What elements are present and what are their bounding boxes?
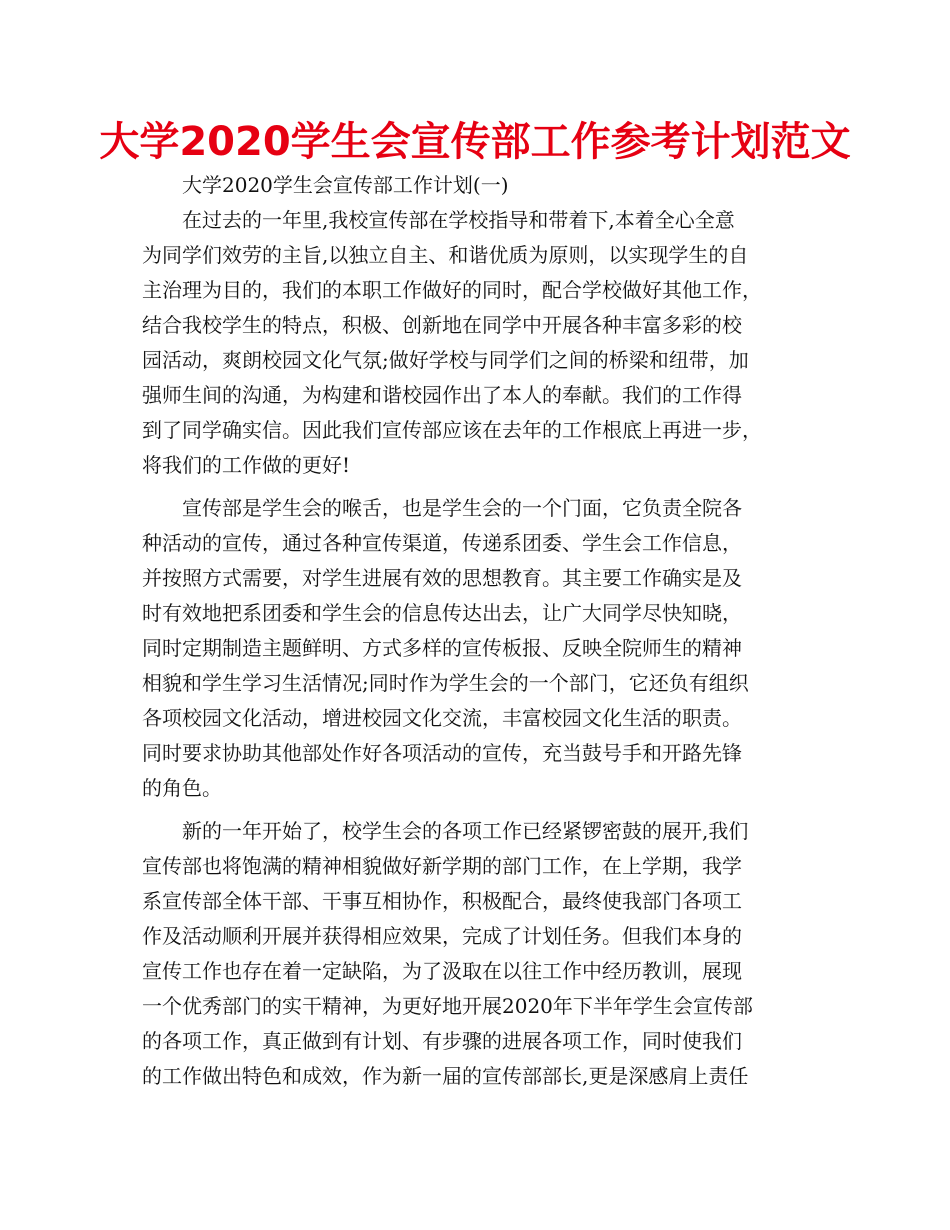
paragraph-gap bbox=[142, 483, 827, 491]
paragraph-line: 园活动，爽朗校园文化气氛;做好学校与同学们之间的桥梁和纽带，加 bbox=[142, 348, 749, 372]
paragraph-line: 作及活动顺利开展并获得相应效果，完成了计划任务。但我们本身的 bbox=[142, 924, 742, 948]
paragraph-line: 同时定期制造主题鲜明、方式多样的宣传板报、反映全院师生的精神 bbox=[142, 636, 742, 660]
paragraph-line: 主治理为目的，我们的本职工作做好的同时，配合学校做好其他工作， bbox=[142, 278, 762, 302]
paragraph-line: 一个优秀部门的实干精神，为更好地开展2020年下半年学生会宣传部 bbox=[142, 994, 753, 1018]
paragraph-gap bbox=[142, 806, 827, 814]
paragraph-line: 的角色。 bbox=[142, 776, 222, 800]
paragraph-line: 并按照方式需要，对学生进展有效的思想教育。其主要工作确实是及 bbox=[142, 566, 742, 590]
paragraph-line: 到了同学确实信。因此我们宣传部应该在去年的工作根底上再进一步， bbox=[142, 418, 762, 442]
paragraph-line: 的各项工作，真正做到有计划、有步骤的进展各项工作，同时使我们 bbox=[142, 1029, 742, 1053]
paragraph-line: 时有效地把系团委和学生会的信息传达出去，让广大同学尽快知晓， bbox=[142, 601, 742, 625]
paragraph-line: 系宣传部全体干部、干事互相协作，积极配合，最终使我部门各项工 bbox=[142, 889, 742, 913]
paragraph-line: 的工作做出特色和成效，作为新一届的宣传部部长,更是深感肩上责任 bbox=[142, 1064, 749, 1088]
paragraph-line: 宣传部是学生会的喉舌，也是学生会的一个门面，它负责全院各 bbox=[182, 496, 742, 520]
document-subtitle: 大学2020学生会宣传部工作计划(一) bbox=[182, 173, 509, 197]
paragraph-line: 为同学们效劳的主旨,以独立自主、和谐优质为原则，以实现学生的自 bbox=[142, 243, 749, 267]
paragraph-1 bbox=[142, 203, 827, 483]
document-title: 大学2020学生会宣传部工作参考计划范文 bbox=[99, 119, 851, 165]
paragraph-line: 宣传部也将饱满的精神相貌做好新学期的部门工作，在上学期，我学 bbox=[142, 854, 742, 878]
paragraph-line: 各项校园文化活动，增进校园文化交流，丰富校园文化生活的职责。 bbox=[142, 706, 742, 730]
document-body bbox=[142, 168, 827, 1094]
paragraph-line: 相貌和学生学习生活情况;同时作为学生会的一个部门，它还负有组织 bbox=[142, 671, 749, 695]
paragraph-line: 宣传工作也存在着一定缺陷，为了汲取在以往工作中经历教训，展现 bbox=[142, 959, 742, 983]
paragraph-2 bbox=[142, 491, 827, 806]
paragraph-line: 强师生间的沟通，为构建和谐校园作出了本人的奉献。我们的工作得 bbox=[142, 383, 742, 407]
paragraph-line: 在过去的一年里,我校宣传部在学校指导和带着下,本着全心全意 bbox=[182, 208, 735, 232]
paragraph-line: 将我们的工作做的更好! bbox=[142, 453, 351, 477]
paragraph-line: 同时要求协助其他部处作好各项活动的宣传，充当鼓号手和开路先锋 bbox=[142, 741, 742, 765]
paragraph-line: 结合我校学生的特点，积极、创新地在同学中开展各种丰富多彩的校 bbox=[142, 313, 742, 337]
paragraph-line: 种活动的宣传，通过各种宣传渠道，传递系团委、学生会工作信息， bbox=[142, 531, 742, 555]
paragraph-line: 新的一年开始了，校学生会的各项工作已经紧锣密鼓的展开,我们 bbox=[182, 819, 749, 843]
paragraph-3 bbox=[142, 814, 827, 1094]
